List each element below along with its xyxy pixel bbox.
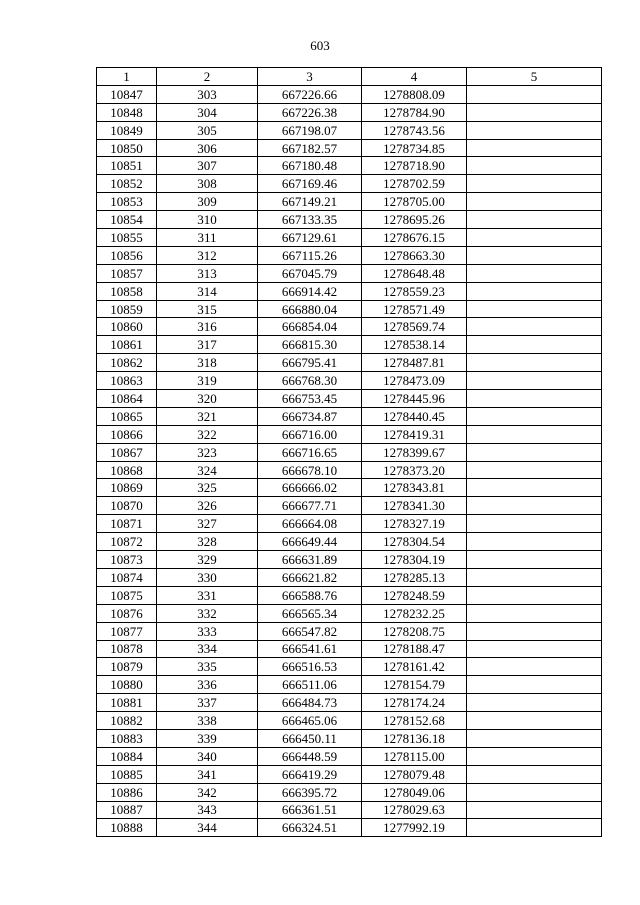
y-coordinate-cell: 1277992.19 [362,819,467,837]
y-coordinate-cell: 1278718.90 [362,157,467,175]
table-row [97,354,602,372]
note-cell [467,551,602,569]
row-number-cell: 10860 [97,318,157,336]
x-coordinate-cell: 666547.82 [258,622,362,640]
note-cell [467,354,602,372]
row-number-cell: 10879 [97,658,157,676]
point-number-cell: 337 [157,694,258,712]
x-coordinate-cell: 666565.34 [258,604,362,622]
row-number-cell: 10869 [97,479,157,497]
x-coordinate-cell: 666465.06 [258,712,362,730]
y-coordinate-cell: 1278399.67 [362,443,467,461]
y-coordinate-cell: 1278419.31 [362,425,467,443]
note-cell [467,390,602,408]
row-number-cell: 10849 [97,121,157,139]
table-row [97,211,602,229]
note-cell [467,586,602,604]
point-number-cell: 338 [157,712,258,730]
x-coordinate-cell: 666631.89 [258,551,362,569]
point-number-cell: 329 [157,551,258,569]
point-number-cell: 307 [157,157,258,175]
y-coordinate-cell: 1278808.09 [362,85,467,103]
note-cell [467,676,602,694]
note-cell [467,783,602,801]
note-cell [467,211,602,229]
row-number-cell: 10851 [97,157,157,175]
y-coordinate-cell: 1278174.24 [362,694,467,712]
note-cell [467,622,602,640]
row-number-cell: 10875 [97,586,157,604]
y-coordinate-cell: 1278559.23 [362,282,467,300]
y-coordinate-cell: 1278079.48 [362,765,467,783]
table-row [97,765,602,783]
row-number-cell: 10878 [97,640,157,658]
note-cell [467,157,602,175]
note-cell [467,425,602,443]
y-coordinate-cell: 1278473.09 [362,372,467,390]
note-cell [467,712,602,730]
point-number-cell: 303 [157,85,258,103]
point-number-cell: 344 [157,819,258,837]
x-coordinate-cell: 666511.06 [258,676,362,694]
row-number-cell: 10862 [97,354,157,372]
row-number-cell: 10847 [97,85,157,103]
table-row [97,568,602,586]
x-coordinate-cell: 666484.73 [258,694,362,712]
point-number-cell: 330 [157,568,258,586]
table-row [97,729,602,747]
y-coordinate-cell: 1278569.74 [362,318,467,336]
point-number-cell: 313 [157,264,258,282]
point-number-cell: 322 [157,425,258,443]
table-row [97,390,602,408]
point-number-cell: 318 [157,354,258,372]
x-coordinate-cell: 666795.41 [258,354,362,372]
y-coordinate-cell: 1278343.81 [362,479,467,497]
point-number-cell: 335 [157,658,258,676]
y-coordinate-cell: 1278648.48 [362,264,467,282]
y-coordinate-cell: 1278676.15 [362,229,467,247]
note-cell [467,407,602,425]
x-coordinate-cell: 666395.72 [258,783,362,801]
row-number-cell: 10877 [97,622,157,640]
note-cell [467,443,602,461]
note-cell [467,729,602,747]
row-number-cell: 10867 [97,443,157,461]
x-coordinate-cell: 667129.61 [258,229,362,247]
note-cell [467,193,602,211]
x-coordinate-cell: 666768.30 [258,372,362,390]
row-number-cell: 10880 [97,676,157,694]
point-number-cell: 343 [157,801,258,819]
row-number-cell: 10857 [97,264,157,282]
x-coordinate-cell: 666716.65 [258,443,362,461]
row-number-cell: 10864 [97,390,157,408]
x-coordinate-cell: 667169.46 [258,175,362,193]
y-coordinate-cell: 1278285.13 [362,568,467,586]
point-number-cell: 306 [157,139,258,157]
x-coordinate-cell: 667133.35 [258,211,362,229]
row-number-cell: 10859 [97,300,157,318]
point-number-cell: 314 [157,282,258,300]
y-coordinate-cell: 1278188.47 [362,640,467,658]
table-row [97,515,602,533]
point-number-cell: 319 [157,372,258,390]
table-header [97,68,602,86]
x-coordinate-cell: 667115.26 [258,246,362,264]
y-coordinate-cell: 1278702.59 [362,175,467,193]
y-coordinate-cell: 1278743.56 [362,121,467,139]
y-coordinate-cell: 1278232.25 [362,604,467,622]
note-cell [467,747,602,765]
note-cell [467,640,602,658]
row-number-cell: 10848 [97,103,157,121]
x-coordinate-cell: 666621.82 [258,568,362,586]
y-coordinate-cell: 1278445.96 [362,390,467,408]
row-number-cell: 10854 [97,211,157,229]
table-row [97,407,602,425]
point-number-cell: 334 [157,640,258,658]
y-coordinate-cell: 1278705.00 [362,193,467,211]
y-coordinate-cell: 1278327.19 [362,515,467,533]
point-number-cell: 333 [157,622,258,640]
note-cell [467,819,602,837]
y-coordinate-cell: 1278208.75 [362,622,467,640]
note-cell [467,300,602,318]
column-header-2: 2 [157,68,258,86]
column-header-4: 4 [362,68,467,86]
x-coordinate-cell: 666588.76 [258,586,362,604]
row-number-cell: 10866 [97,425,157,443]
row-number-cell: 10883 [97,729,157,747]
row-number-cell: 10874 [97,568,157,586]
x-coordinate-cell: 667182.57 [258,139,362,157]
table-row [97,425,602,443]
table-row [97,318,602,336]
point-number-cell: 324 [157,461,258,479]
note-cell [467,229,602,247]
point-number-cell: 327 [157,515,258,533]
y-coordinate-cell: 1278154.79 [362,676,467,694]
table-row [97,658,602,676]
row-number-cell: 10863 [97,372,157,390]
x-coordinate-cell: 667226.66 [258,85,362,103]
row-number-cell: 10886 [97,783,157,801]
x-coordinate-cell: 667149.21 [258,193,362,211]
x-coordinate-cell: 666450.11 [258,729,362,747]
table-row [97,586,602,604]
table-row [97,85,602,103]
table-row [97,121,602,139]
x-coordinate-cell: 666734.87 [258,407,362,425]
y-coordinate-cell: 1278373.20 [362,461,467,479]
row-number-cell: 10855 [97,229,157,247]
x-coordinate-cell: 666649.44 [258,533,362,551]
row-number-cell: 10858 [97,282,157,300]
note-cell [467,318,602,336]
x-coordinate-cell: 666716.00 [258,425,362,443]
x-coordinate-cell: 666666.02 [258,479,362,497]
table-row [97,783,602,801]
row-number-cell: 10850 [97,139,157,157]
point-number-cell: 331 [157,586,258,604]
x-coordinate-cell: 666880.04 [258,300,362,318]
x-coordinate-cell: 666914.42 [258,282,362,300]
column-header-5: 5 [467,68,602,86]
y-coordinate-cell: 1278695.26 [362,211,467,229]
note-cell [467,372,602,390]
row-number-cell: 10865 [97,407,157,425]
x-coordinate-cell: 666448.59 [258,747,362,765]
y-coordinate-cell: 1278248.59 [362,586,467,604]
y-coordinate-cell: 1278029.63 [362,801,467,819]
note-cell [467,694,602,712]
row-number-cell: 10861 [97,336,157,354]
table-row [97,193,602,211]
row-number-cell: 10852 [97,175,157,193]
note-cell [467,479,602,497]
row-number-cell: 10868 [97,461,157,479]
x-coordinate-cell: 666753.45 [258,390,362,408]
x-coordinate-cell: 666419.29 [258,765,362,783]
x-coordinate-cell: 666854.04 [258,318,362,336]
y-coordinate-cell: 1278341.30 [362,497,467,515]
point-number-cell: 328 [157,533,258,551]
row-number-cell: 10870 [97,497,157,515]
y-coordinate-cell: 1278440.45 [362,407,467,425]
row-number-cell: 10873 [97,551,157,569]
row-number-cell: 10884 [97,747,157,765]
x-coordinate-cell: 666815.30 [258,336,362,354]
point-number-cell: 332 [157,604,258,622]
x-coordinate-cell: 666516.53 [258,658,362,676]
row-number-cell: 10885 [97,765,157,783]
point-number-cell: 342 [157,783,258,801]
table-row [97,139,602,157]
x-coordinate-cell: 666677.71 [258,497,362,515]
table-row [97,443,602,461]
table-row [97,264,602,282]
table-row [97,103,602,121]
row-number-cell: 10853 [97,193,157,211]
note-cell [467,765,602,783]
table-row [97,461,602,479]
table-row [97,801,602,819]
point-number-cell: 305 [157,121,258,139]
row-number-cell: 10856 [97,246,157,264]
point-number-cell: 341 [157,765,258,783]
table-row [97,640,602,658]
table-row [97,175,602,193]
row-number-cell: 10872 [97,533,157,551]
note-cell [467,175,602,193]
note-cell [467,658,602,676]
y-coordinate-cell: 1278115.00 [362,747,467,765]
point-number-cell: 312 [157,246,258,264]
x-coordinate-cell: 667180.48 [258,157,362,175]
note-cell [467,336,602,354]
table-row [97,300,602,318]
y-coordinate-cell: 1278571.49 [362,300,467,318]
x-coordinate-cell: 666541.61 [258,640,362,658]
row-number-cell: 10871 [97,515,157,533]
table-row [97,157,602,175]
y-coordinate-cell: 1278734.85 [362,139,467,157]
header-row [97,68,602,86]
table-row [97,712,602,730]
point-number-cell: 304 [157,103,258,121]
table-row [97,676,602,694]
y-coordinate-cell: 1278152.68 [362,712,467,730]
y-coordinate-cell: 1278663.30 [362,246,467,264]
point-number-cell: 325 [157,479,258,497]
table-row [97,282,602,300]
y-coordinate-cell: 1278049.06 [362,783,467,801]
point-number-cell: 336 [157,676,258,694]
y-coordinate-cell: 1278784.90 [362,103,467,121]
point-number-cell: 321 [157,407,258,425]
note-cell [467,103,602,121]
table-row [97,497,602,515]
x-coordinate-cell: 667226.38 [258,103,362,121]
y-coordinate-cell: 1278304.19 [362,551,467,569]
x-coordinate-cell: 666361.51 [258,801,362,819]
y-coordinate-cell: 1278161.42 [362,658,467,676]
y-coordinate-cell: 1278304.54 [362,533,467,551]
row-number-cell: 10888 [97,819,157,837]
table-row [97,604,602,622]
column-header-1: 1 [97,68,157,86]
point-number-cell: 311 [157,229,258,247]
table-row [97,747,602,765]
note-cell [467,121,602,139]
point-number-cell: 310 [157,211,258,229]
row-number-cell: 10881 [97,694,157,712]
table-row [97,229,602,247]
y-coordinate-cell: 1278136.18 [362,729,467,747]
point-number-cell: 308 [157,175,258,193]
note-cell [467,533,602,551]
note-cell [467,604,602,622]
note-cell [467,85,602,103]
table-row [97,819,602,837]
x-coordinate-cell: 666664.08 [258,515,362,533]
point-number-cell: 315 [157,300,258,318]
point-number-cell: 339 [157,729,258,747]
table-row [97,551,602,569]
table-row [97,622,602,640]
note-cell [467,568,602,586]
point-number-cell: 326 [157,497,258,515]
y-coordinate-cell: 1278487.81 [362,354,467,372]
note-cell [467,246,602,264]
point-number-cell: 323 [157,443,258,461]
table-row [97,533,602,551]
table-row [97,246,602,264]
x-coordinate-cell: 666324.51 [258,819,362,837]
table-row [97,372,602,390]
y-coordinate-cell: 1278538.14 [362,336,467,354]
point-number-cell: 317 [157,336,258,354]
row-number-cell: 10876 [97,604,157,622]
page-number: 603 [310,38,330,53]
coordinates-table [96,67,602,837]
x-coordinate-cell: 666678.10 [258,461,362,479]
row-number-cell: 10887 [97,801,157,819]
note-cell [467,282,602,300]
note-cell [467,264,602,282]
note-cell [467,497,602,515]
point-number-cell: 316 [157,318,258,336]
note-cell [467,139,602,157]
note-cell [467,515,602,533]
x-coordinate-cell: 667198.07 [258,121,362,139]
point-number-cell: 309 [157,193,258,211]
x-coordinate-cell: 667045.79 [258,264,362,282]
table-row [97,336,602,354]
table-body [97,85,602,836]
table-row [97,694,602,712]
table-row [97,479,602,497]
note-cell [467,461,602,479]
point-number-cell: 340 [157,747,258,765]
row-number-cell: 10882 [97,712,157,730]
column-header-3: 3 [258,68,362,86]
point-number-cell: 320 [157,390,258,408]
note-cell [467,801,602,819]
